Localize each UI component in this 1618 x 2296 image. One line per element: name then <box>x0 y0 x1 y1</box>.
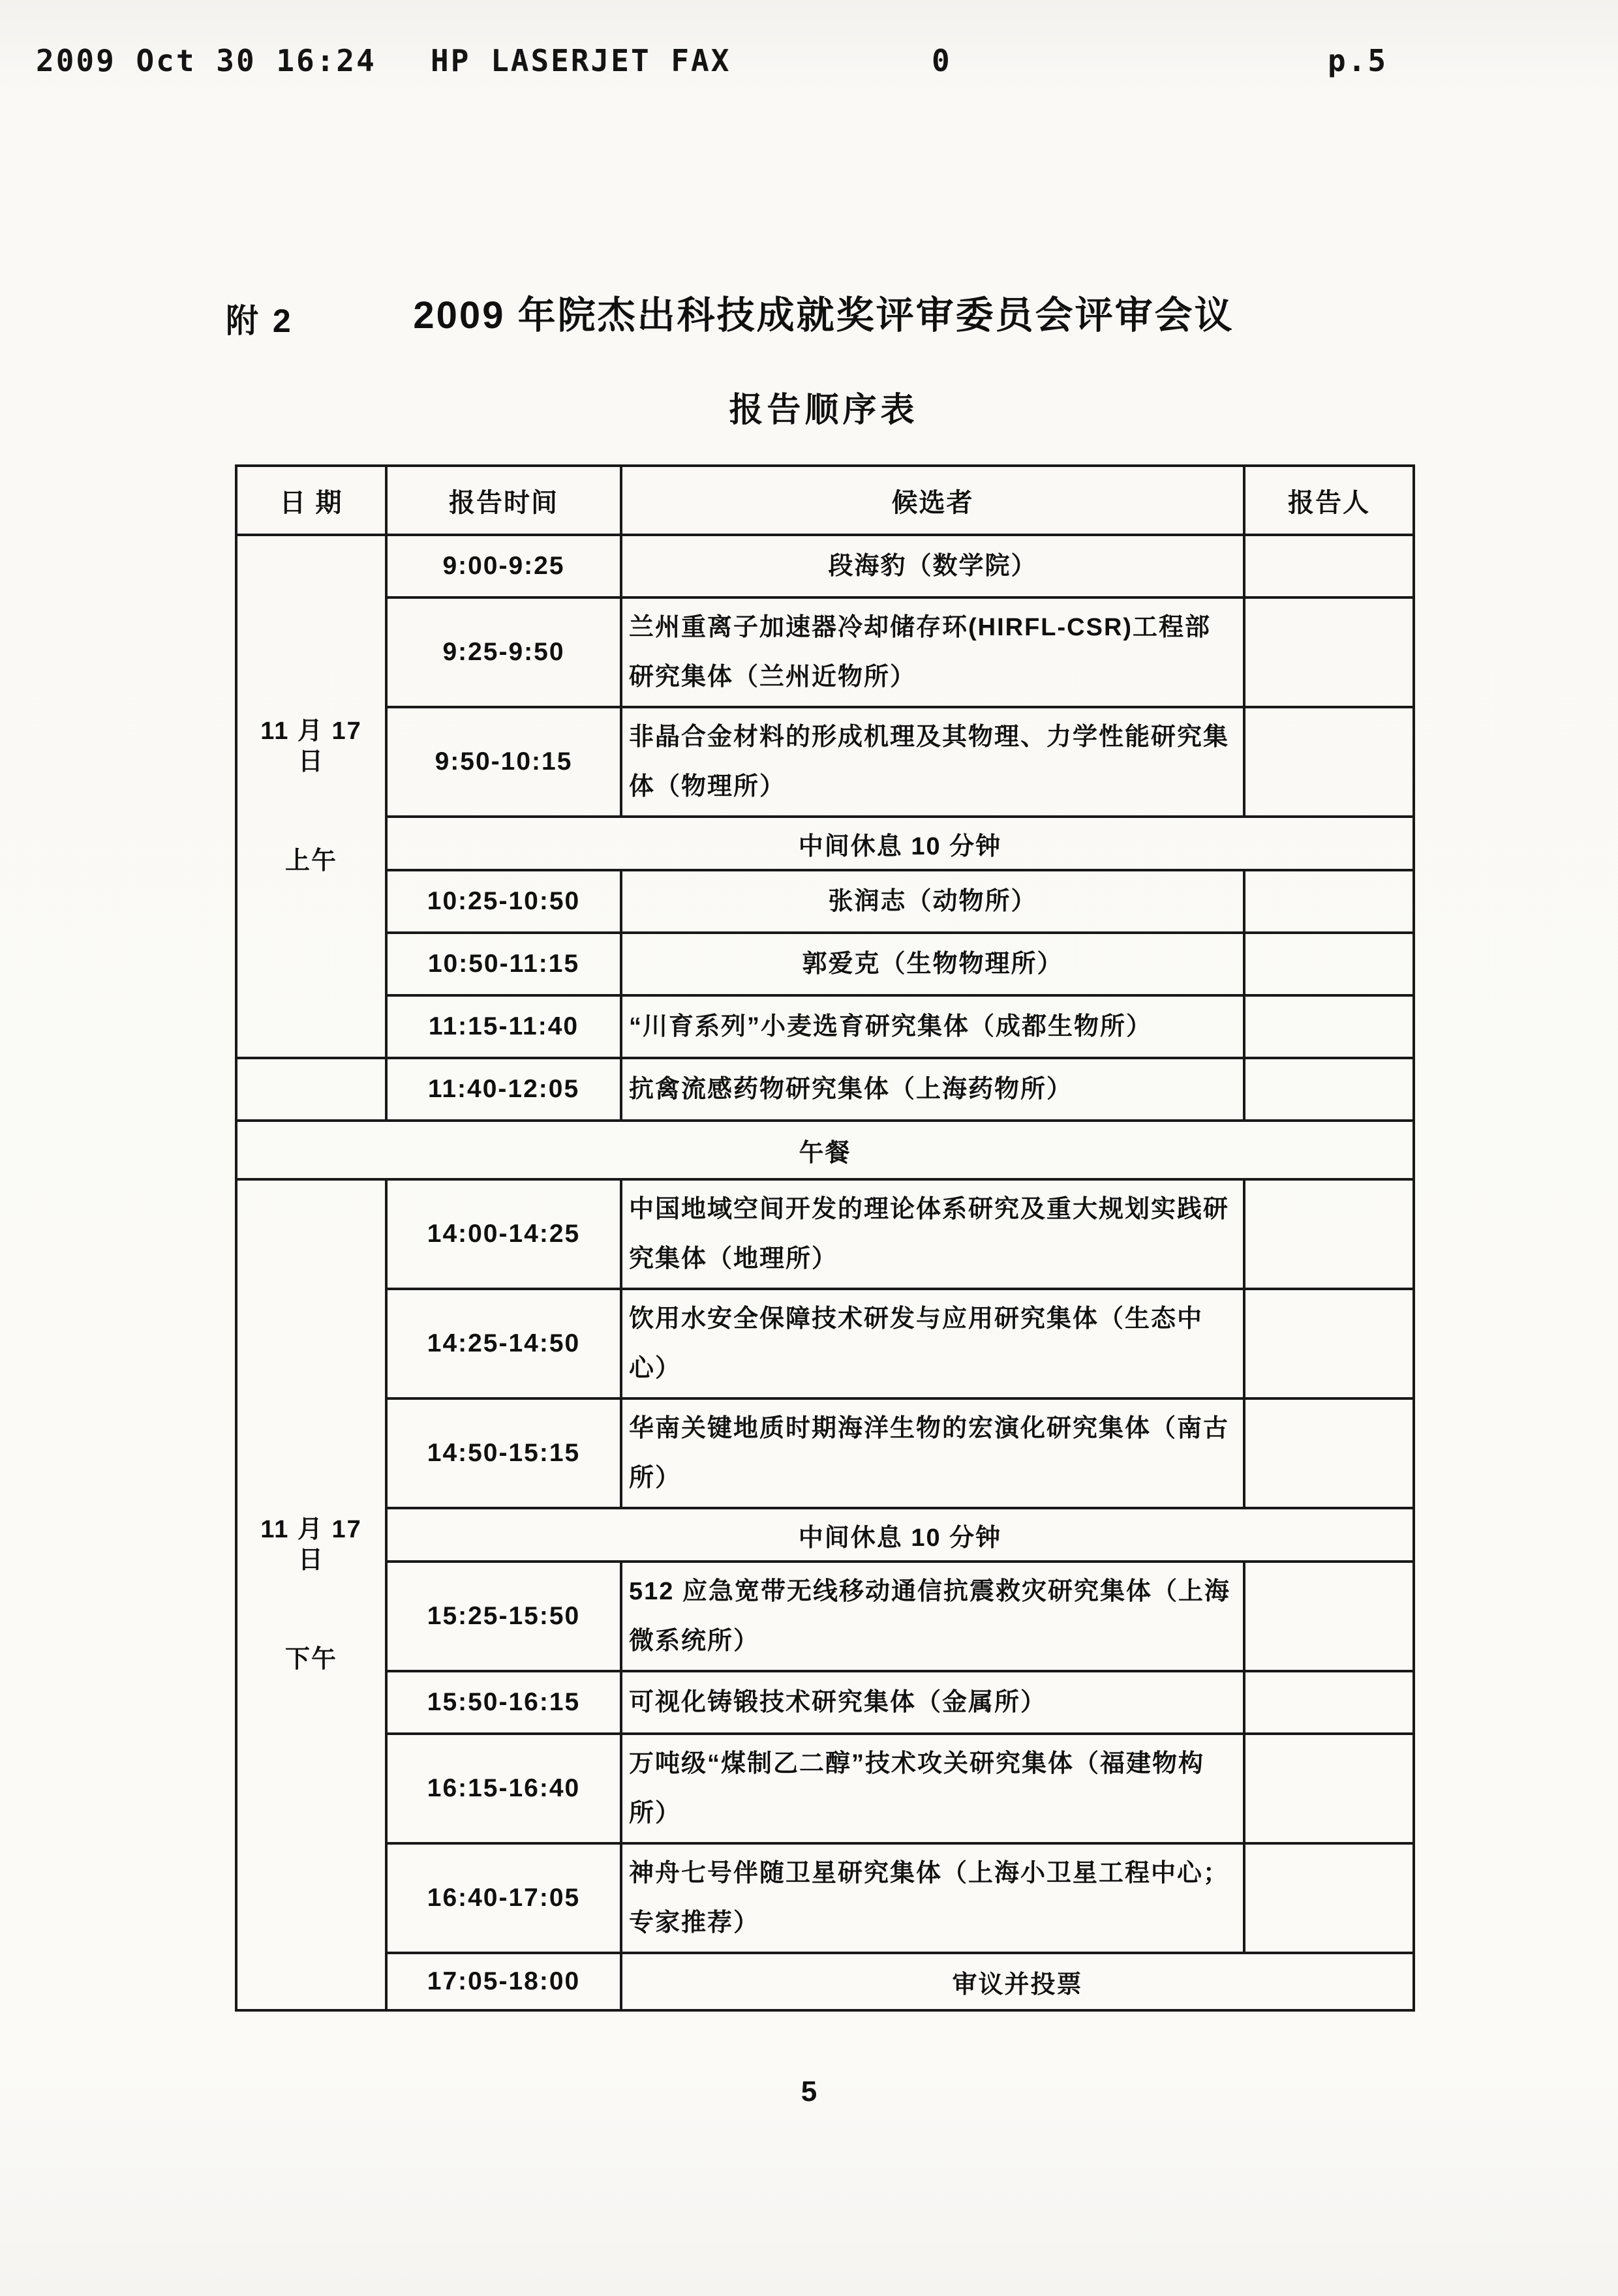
table-row <box>236 1843 1414 1953</box>
candidate-cell: 万吨级“煤制乙二醇”技术攻关研究集体（福建物构所） <box>621 1734 1244 1843</box>
table-row <box>236 1179 1414 1289</box>
reporter-cell-empty <box>1244 1671 1414 1734</box>
header-time: 报告时间 <box>386 466 621 535</box>
table-row <box>236 1671 1414 1734</box>
reporter-cell-empty <box>1244 597 1414 707</box>
header-row <box>236 466 1414 535</box>
candidate-cell: 神舟七号伴随卫星研究集体（上海小卫星工程中心；专家推荐） <box>621 1843 1244 1953</box>
fax-header <box>0 43 1618 89</box>
table-row <box>236 707 1414 817</box>
candidate-cell: “川育系列”小麦选育研究集体（成都生物所） <box>621 995 1244 1058</box>
reporter-cell-empty <box>1244 1562 1414 1671</box>
table-row <box>236 995 1414 1058</box>
time-cell: 14:00-14:25 <box>386 1179 621 1289</box>
document-subtitle: 报告顺序表 <box>729 391 919 429</box>
candidate-cell: 张润志（动物所） <box>621 870 1244 933</box>
candidate-cell: 郭爱克（生物物理所） <box>621 933 1244 995</box>
reporter-cell-empty <box>1244 707 1414 817</box>
reporter-cell-empty <box>1244 1398 1414 1508</box>
page-number: 5 <box>801 2076 817 2107</box>
reporter-cell-empty <box>1244 1289 1414 1398</box>
candidate-cell: 非晶合金材料的形成机理及其物理、力学性能研究集体（物理所） <box>621 707 1244 817</box>
table-row <box>236 1398 1414 1508</box>
date-line: 11 月 17 日 <box>260 1515 362 1575</box>
schedule-table <box>235 464 1415 2012</box>
reporter-cell-empty <box>1244 1179 1414 1289</box>
document-title: 2009 年院杰出科技成就奖评审委员会评审会议 <box>413 294 1234 337</box>
reporter-cell-empty <box>1244 535 1414 597</box>
reporter-cell-empty <box>1244 995 1414 1058</box>
time-cell: 16:40-17:05 <box>386 1843 621 1953</box>
lunch-label: 午餐 <box>236 1121 1414 1179</box>
time-cell: 9:25-9:50 <box>386 597 621 707</box>
time-cell: 14:50-15:15 <box>386 1398 621 1508</box>
fax-station-id: 0 <box>932 43 952 78</box>
header-reporter: 报告人 <box>1244 466 1414 535</box>
candidate-cell: 抗禽流感药物研究集体（上海药物所） <box>621 1058 1244 1121</box>
table-row <box>236 870 1414 933</box>
time-cell: 10:25-10:50 <box>386 870 621 933</box>
break-row-morning <box>236 817 1414 870</box>
header-date: 日 期 <box>236 466 386 535</box>
date-cell-afternoon <box>236 1179 386 2010</box>
candidate-cell: 中国地域空间开发的理论体系研究及重大规划实践研究集体（地理所） <box>621 1179 1244 1289</box>
break-label: 中间休息 10 分钟 <box>386 1508 1414 1562</box>
table-row <box>236 1289 1414 1398</box>
lunch-row <box>236 1121 1414 1179</box>
time-cell: 15:25-15:50 <box>386 1562 621 1671</box>
candidate-cell: 兰州重离子加速器冷却储存环(HIRFL-CSR)工程部研究集体（兰州近物所） <box>621 597 1244 707</box>
break-row-afternoon <box>236 1508 1414 1562</box>
table-row <box>236 1562 1414 1671</box>
reporter-cell-empty <box>1244 933 1414 995</box>
candidate-cell: 饮用水安全保障技术研发与应用研究集体（生态中心） <box>621 1289 1244 1398</box>
date-cell-morning <box>236 535 386 1058</box>
break-label: 中间休息 10 分钟 <box>386 817 1414 870</box>
header-candidate: 候选者 <box>621 466 1244 535</box>
candidate-cell: 可视化铸锻技术研究集体（金属所） <box>621 1671 1244 1734</box>
annex-label: 附 2 <box>226 303 294 339</box>
table-row <box>236 1734 1414 1843</box>
time-cell: 9:00-9:25 <box>386 535 621 597</box>
table-row <box>236 535 1414 597</box>
candidate-cell: 512 应急宽带无线移动通信抗震救灾研究集体（上海微系统所） <box>621 1562 1244 1671</box>
table-row <box>236 1058 1414 1121</box>
time-cell: 11:15-11:40 <box>386 995 621 1058</box>
time-cell: 15:50-16:15 <box>386 1671 621 1734</box>
reporter-cell-empty <box>1244 1843 1414 1953</box>
fax-device-name: HP LASERJET FAX <box>431 43 731 78</box>
date-period: 下午 <box>284 1645 337 1673</box>
vote-label-cell: 审议并投票 <box>621 1953 1414 2010</box>
reporter-cell-empty <box>1244 1058 1414 1121</box>
table-row <box>236 597 1414 707</box>
date-line: 11 月 17 日 <box>260 717 362 776</box>
reporter-cell-empty <box>1244 870 1414 933</box>
time-cell: 10:50-11:15 <box>386 933 621 995</box>
date-period: 上午 <box>284 847 337 875</box>
time-cell: 9:50-10:15 <box>386 707 621 817</box>
candidate-cell: 段海豹（数学院） <box>621 535 1244 597</box>
time-cell: 11:40-12:05 <box>386 1058 621 1121</box>
fax-page-number: p.5 <box>1328 43 1388 78</box>
vote-row <box>236 1953 1414 2010</box>
time-cell: 16:15-16:40 <box>386 1734 621 1843</box>
vote-time-cell: 17:05-18:00 <box>386 1953 621 2010</box>
time-cell: 14:25-14:50 <box>386 1289 621 1398</box>
fax-datetime: 2009 Oct 30 16:24 <box>36 43 376 78</box>
candidate-cell: 华南关键地质时期海洋生物的宏演化研究集体（南古所） <box>621 1398 1244 1508</box>
table-row <box>236 933 1414 995</box>
reporter-cell-empty <box>1244 1734 1414 1843</box>
date-cell-empty <box>236 1058 386 1121</box>
